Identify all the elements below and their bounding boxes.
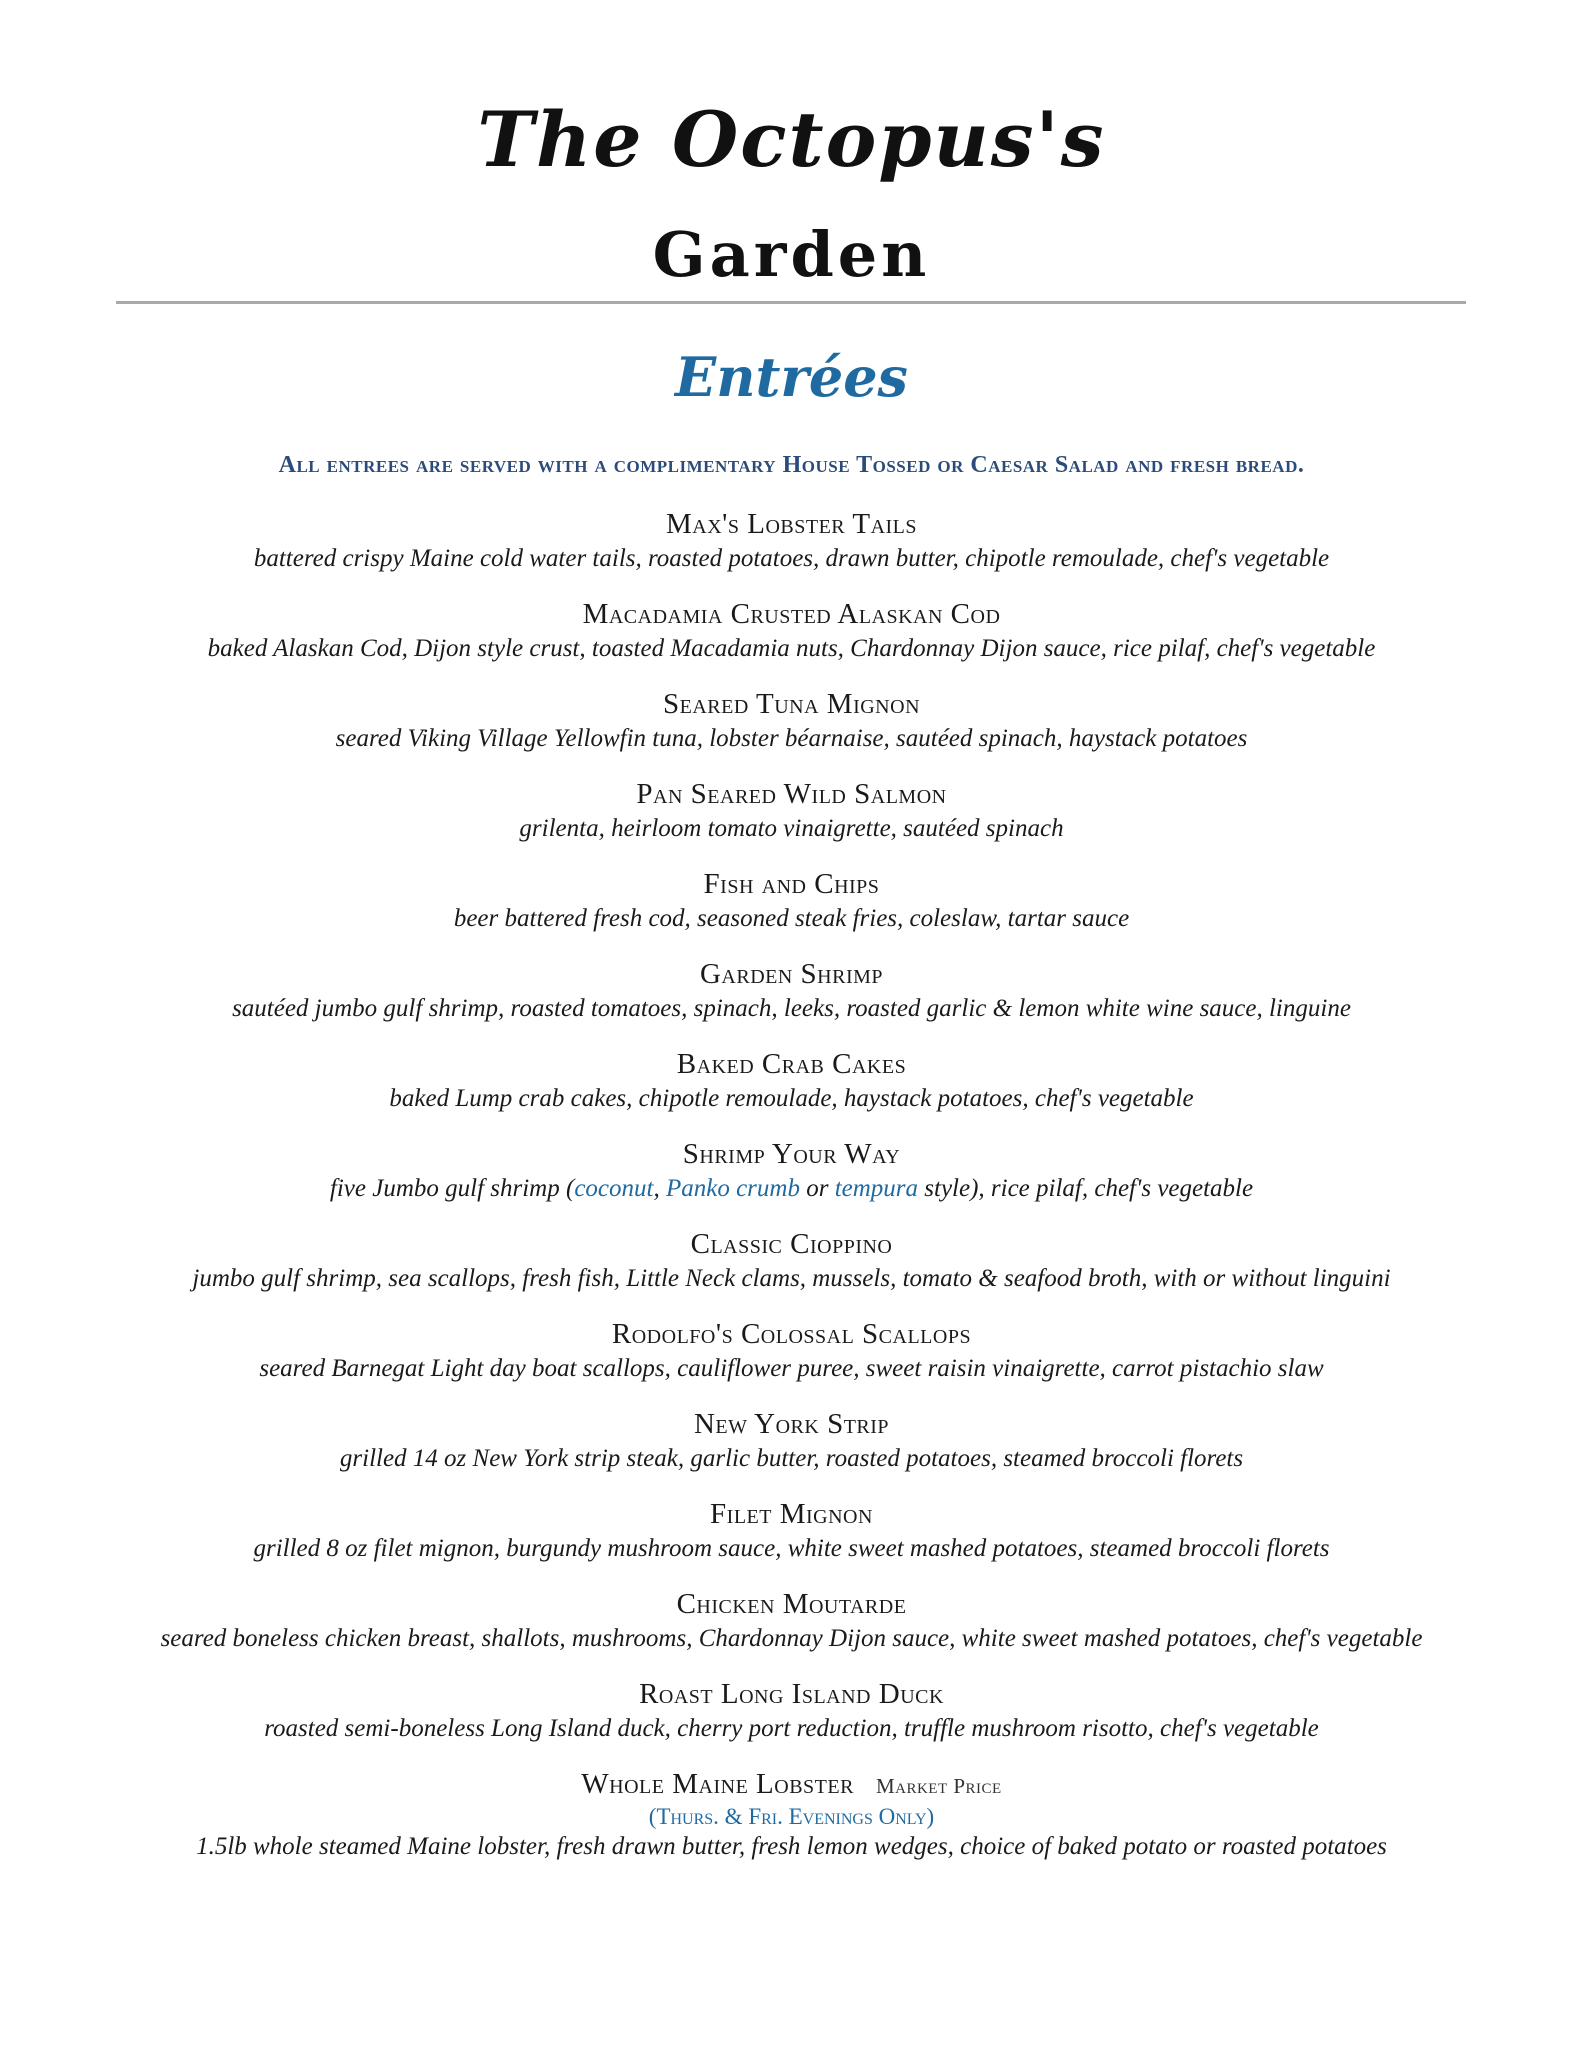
item-description: sautéed jumbo gulf shrimp, roasted tomatoes, spinach, leeks, roasted garlic & lemon white wine sauce, linguine [232, 995, 1351, 1022]
item-description: seared boneless chicken breast, shallots, mushrooms, Chardonnay Dijon sauce, white sweet mashed potatoes, chef's vegetable [160, 1625, 1423, 1652]
menu-item-long-island-duck [0, 1676, 1583, 1766]
menu-item-lobster-tails [0, 506, 1583, 596]
style-option-tempura: tempura [834, 1175, 919, 1202]
item-description: grilenta, heirloom tomato vinaigrette, sautéed spinach [519, 815, 1064, 842]
item-name: Max's Lobster Tails [665, 508, 918, 540]
item-description: beer battered fresh cod, seasoned steak fries, coleslaw, tartar sauce [453, 905, 1130, 932]
item-name-row [0, 1766, 1583, 1804]
desc-text-before: five Jumbo gulf shrimp ( [329, 1175, 575, 1202]
item-description: grilled 14 oz New York strip steak, garlic butter, roasted potatoes, steamed broccoli florets [339, 1445, 1244, 1472]
menu-item-garden-shrimp [0, 956, 1583, 1046]
item-name: Filet Mignon [710, 1498, 873, 1530]
item-name: New York Strip [693, 1408, 890, 1440]
entree-list [0, 506, 1583, 1886]
style-option-coconut: coconut [574, 1175, 654, 1202]
header-divider [116, 301, 1466, 304]
menu-item-whole-lobster [0, 1766, 1583, 1886]
menu-item-ny-strip [0, 1406, 1583, 1496]
item-name: Fish and Chips [703, 868, 880, 900]
item-name: Chicken Moutarde [676, 1588, 907, 1620]
item-name: Pan Seared Wild Salmon [636, 778, 947, 810]
market-price-label: Market Price [875, 1774, 1002, 1798]
restaurant-name-line1: The Octopus's [477, 95, 1106, 184]
desc-text-after: style), rice pilaf, chef's vegetable [918, 1175, 1254, 1202]
desc-separator: , [653, 1175, 666, 1202]
item-description: 1.5lb whole steamed Maine lobster, fresh drawn butter, fresh lemon wedges, choice of baked potato or roasted potatoes [196, 1833, 1387, 1860]
item-name: Baked Crab Cakes [676, 1048, 907, 1080]
menu-item-crab-cakes [0, 1046, 1583, 1136]
item-name: Rodolfo's Colossal Scallops [611, 1318, 972, 1350]
availability-note: (Thurs. & Fri. Evenings Only) [648, 1804, 935, 1829]
item-name: Garden Shrimp [699, 958, 884, 990]
item-description: grilled 8 oz filet mignon, burgundy mushroom sauce, white sweet mashed potatoes, steamed broccoli florets [253, 1535, 1330, 1562]
item-name: Whole Maine Lobster [581, 1768, 854, 1800]
entrees-note: All entrees are served with a complimentary House Tossed or Caesar Salad and fresh bread. [278, 452, 1305, 478]
menu-item-filet-mignon [0, 1496, 1583, 1586]
menu-item-colossal-scallops [0, 1316, 1583, 1406]
item-description: seared Viking Village Yellowfin tuna, lobster béarnaise, sautéed spinach, haystack potatoes [335, 725, 1248, 752]
item-name: Classic Cioppino [690, 1228, 893, 1260]
restaurant-name-line2: Garden [652, 218, 931, 291]
menu-item-chicken-moutarde [0, 1586, 1583, 1676]
style-option-panko: Panko crumb [665, 1175, 800, 1202]
menu-item-wild-salmon [0, 776, 1583, 866]
menu-item-alaskan-cod [0, 596, 1583, 686]
item-description: battered crispy Maine cold water tails, roasted potatoes, drawn butter, chipotle remoulade, chef's vegetable [253, 545, 1330, 572]
item-description: jumbo gulf shrimp, sea scallops, fresh fish, Little Neck clams, mussels, tomato & seafood broth, with or without linguini [192, 1265, 1391, 1292]
item-description: baked Lump crab cakes, chipotle remoulade, haystack potatoes, chef's vegetable [389, 1085, 1194, 1112]
item-description: roasted semi-boneless Long Island duck, cherry port reduction, truffle mushroom risotto, chef's vegetable [264, 1715, 1319, 1742]
item-description [0, 1172, 1583, 1206]
item-description: seared Barnegat Light day boat scallops, cauliflower puree, sweet raisin vinaigrette, carrot pistachio slaw [259, 1355, 1324, 1382]
section-title: Entrées [675, 345, 908, 409]
item-name: Seared Tuna Mignon [662, 688, 921, 720]
item-name: Macadamia Crusted Alaskan Cod [582, 598, 1001, 630]
menu-item-tuna-mignon [0, 686, 1583, 776]
menu-item-cioppino [0, 1226, 1583, 1316]
item-name: Shrimp Your Way [682, 1138, 901, 1170]
menu-item-shrimp-your-way [0, 1136, 1583, 1226]
item-name: Roast Long Island Duck [639, 1678, 944, 1710]
desc-separator: or [799, 1175, 835, 1202]
menu-item-fish-and-chips [0, 866, 1583, 956]
item-description: baked Alaskan Cod, Dijon style crust, toasted Macadamia nuts, Chardonnay Dijon sauce, rice pilaf, chef's vegetable [207, 635, 1376, 662]
